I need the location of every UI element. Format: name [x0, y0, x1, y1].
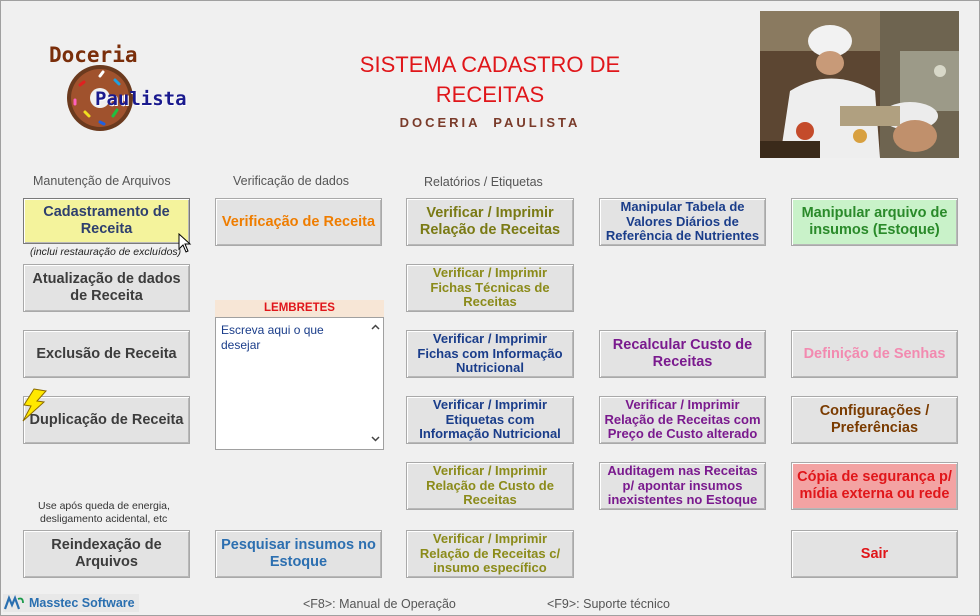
duplicacao-receita-button[interactable]: Duplicação de Receita	[23, 396, 190, 444]
relacao-receitas-button[interactable]: Verificar / Imprimir Relação de Receitas	[406, 198, 574, 246]
tabela-nutrientes-button[interactable]: Manipular Tabela de Valores Diários de Referência de Nutrientes	[599, 198, 766, 246]
kitchen-photo	[760, 11, 959, 158]
lightning-icon	[20, 388, 48, 422]
copia-seguranca-button[interactable]: Cópia de segurança p/ mídia externa ou rede	[791, 462, 958, 510]
masstec-brand[interactable]	[3, 594, 139, 612]
lembretes-text: Escreva aqui o que desejar	[221, 323, 324, 352]
configuracoes-button[interactable]: Configurações / Preferências	[791, 396, 958, 444]
relacao-custo-button[interactable]: Verificar / Imprimir Relação de Custo de Receitas	[406, 462, 574, 510]
masstec-brand-label: Masstec Software	[29, 596, 135, 610]
cadastramento-note: (inclui restauração de excluídos)	[30, 246, 182, 258]
section-verificacao: Verificação de dados	[233, 174, 350, 188]
page-subtitle: DOCERIA PAULISTA	[399, 115, 581, 130]
reindexacao-button[interactable]: Reindexação de Arquivos	[23, 530, 190, 578]
page-title	[330, 50, 650, 110]
section-relatorios: Relatórios / Etiquetas	[424, 175, 543, 189]
recalcular-custo-button[interactable]: Recalcular Custo de Receitas	[599, 330, 766, 378]
lembretes-header: LEMBRETES	[215, 300, 384, 317]
auditagem-button[interactable]: Auditagem nas Receitas p/ apontar insumos inexistentes no Estoque	[599, 462, 766, 510]
title-line1: SISTEMA CADASTRO DE	[359, 52, 621, 77]
logo-line2: Paulista	[95, 88, 187, 110]
doceria-paulista-logo	[45, 40, 190, 135]
atualizacao-receita-button[interactable]: Atualização de dados de Receita	[23, 264, 190, 312]
cadastramento-receita-button[interactable]: Cadastramento de Receita	[23, 198, 190, 244]
fichas-nutricional-button[interactable]: Verificar / Imprimir Fichas com Informação Nutricional	[406, 330, 574, 378]
verificacao-receita-button[interactable]: Verificação de Receita	[215, 198, 382, 246]
lembretes-textarea[interactable]	[215, 317, 384, 450]
exclusao-receita-button[interactable]: Exclusão de Receita	[23, 330, 190, 378]
definicao-senhas-button[interactable]: Definição de Senhas	[791, 330, 958, 378]
f8-manual-hint[interactable]: <F8>: Manual de Operação	[303, 597, 456, 611]
f9-suporte-hint[interactable]: <F9>: Suporte técnico	[547, 597, 670, 611]
section-manutencao: Manutenção de Arquivos	[33, 174, 171, 188]
pesquisar-insumos-button[interactable]: Pesquisar insumos no Estoque	[215, 530, 382, 578]
relacao-insumo-especifico-button[interactable]: Verificar / Imprimir Relação de Receitas c/ insumo específico	[406, 530, 574, 578]
sair-button[interactable]: Sair	[791, 530, 958, 578]
masstec-logo-icon	[3, 595, 25, 611]
chevron-up-icon[interactable]	[371, 324, 380, 330]
logo-line1: Doceria	[49, 43, 138, 67]
preco-alterado-button[interactable]: Verificar / Imprimir Relação de Receitas com Preço de Custo alterado	[599, 396, 766, 444]
reindex-note-line1: Use após queda de energia,	[38, 500, 170, 512]
chevron-down-icon[interactable]	[371, 436, 380, 442]
etiquetas-nutricional-button[interactable]: Verificar / Imprimir Etiquetas com Informação Nutricional	[406, 396, 574, 444]
lembretes-scrollbar[interactable]	[367, 318, 383, 449]
fichas-tecnicas-button[interactable]: Verificar / Imprimir Fichas Técnicas de Receitas	[406, 264, 574, 312]
title-line2: RECEITAS	[435, 82, 545, 107]
manipular-insumos-button[interactable]: Manipular arquivo de insumos (Estoque)	[791, 198, 958, 246]
reindex-note-line2: desligamento acidental, etc	[40, 513, 168, 525]
